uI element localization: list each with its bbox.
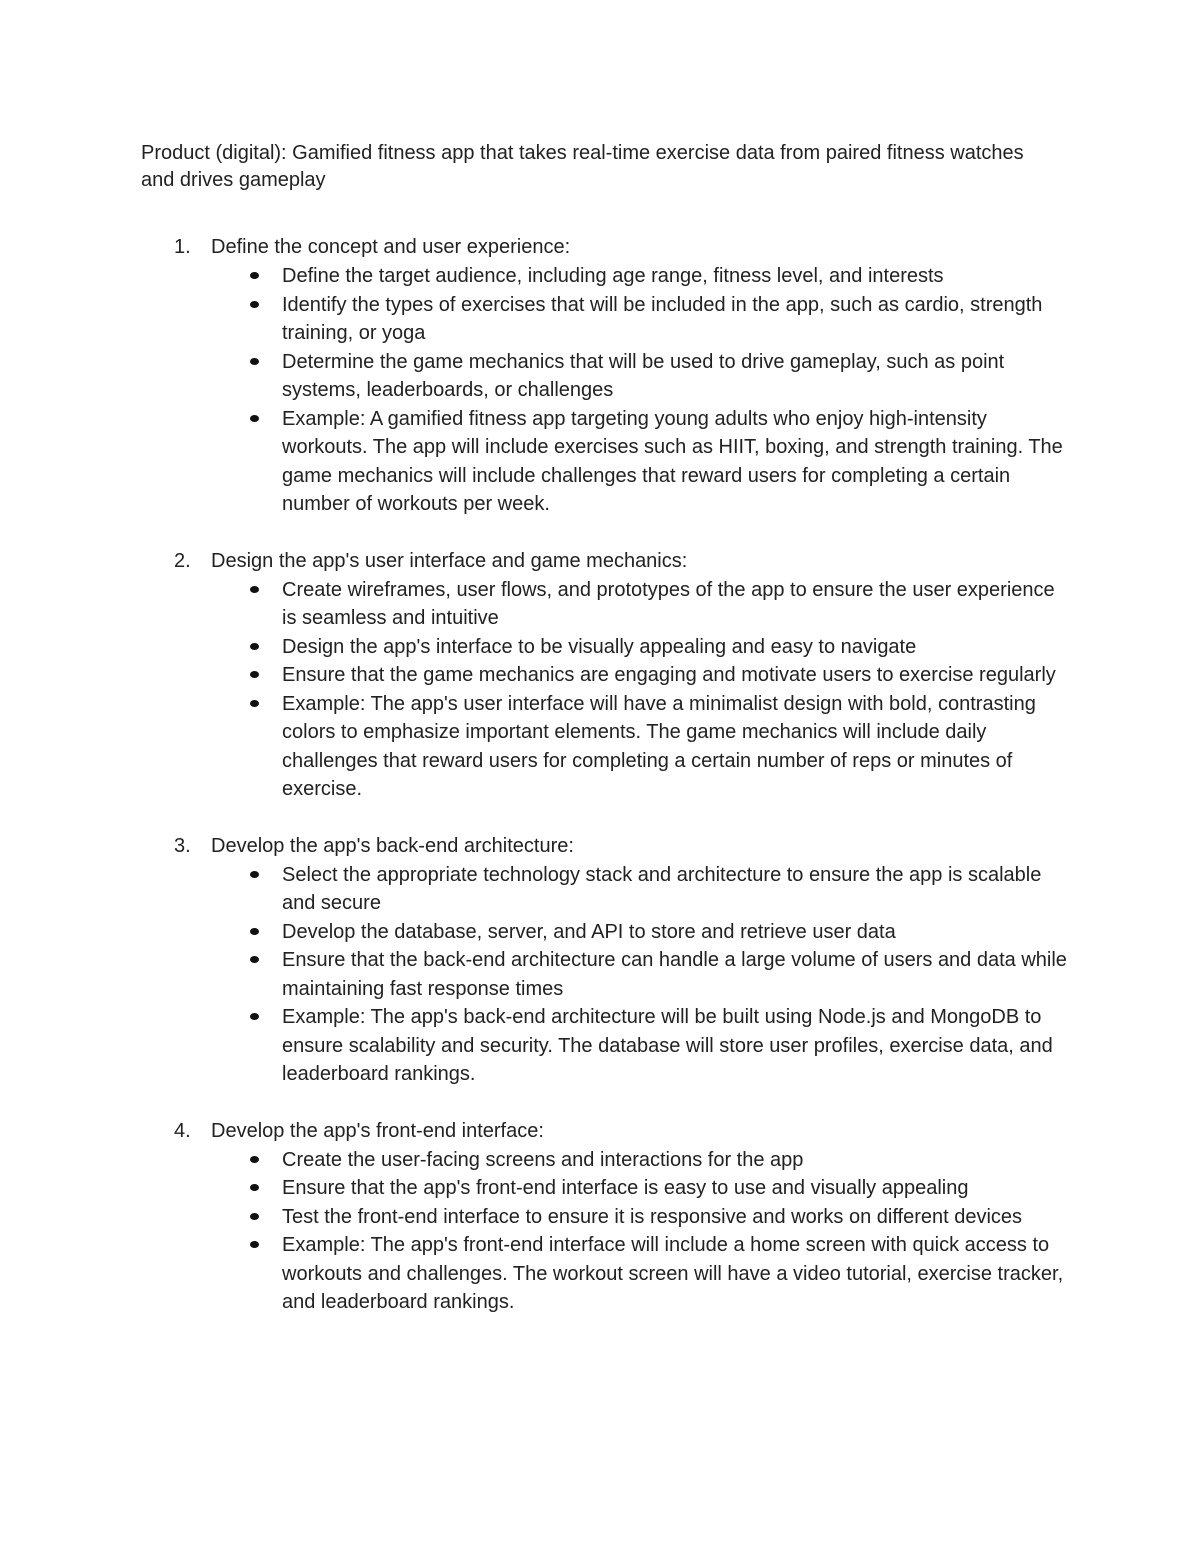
bullet-text: Ensure that the app's front-end interface is easy to use and visually appealing [282,1177,969,1199]
bullet-dot-icon [250,1013,259,1020]
bullet-text: Define the target audience, including age range, fitness level, and interests [282,265,944,287]
bullet-text: Ensure that the back-end architecture can handle a large volume of users and data while maintaining fast response times [282,949,1067,1000]
step-heading [0,233,1200,262]
step-item [0,1117,1200,1317]
bullet-text: Test the front-end interface to ensure it is responsive and works on different devices [282,1205,1023,1228]
bullet-item [282,1231,1072,1317]
bullet-text: Identify the types of exercises that will be included in the app, such as cardio, strength training, or yoga [282,293,1043,344]
bullet-dot-icon [250,956,259,963]
step-item [0,832,1200,1089]
bullet-text: Design the app's interface to be visually appealing and easy to navigate [282,635,917,658]
step-heading [0,1117,1200,1146]
bullet-item [282,946,1072,1003]
bullet-item [282,633,1072,662]
bullet-dot-icon [250,1241,259,1248]
bullet-dot-icon [250,415,259,422]
step-title: Develop the app's front-end interface: [211,1119,544,1142]
step-number: 2. [174,549,191,572]
bullet-item [282,1146,1072,1175]
bullet-dot-icon [250,586,259,593]
steps-list [0,233,1200,1345]
bullet-dot-icon [250,272,259,279]
bullet-text: Ensure that the game mechanics are engaging and motivate users to exercise regularly [282,664,1056,686]
bullet-item [282,690,1072,804]
bullet-item [282,1174,1072,1203]
bullet-text: Example: The app's front-end interface will include a home screen with quick access to workouts and challenges. The workout screen will have a video tutorial, exercise tracker, and leaderboard rankings. [282,1234,1064,1313]
step-heading [0,547,1200,576]
bullet-dot-icon [250,301,259,308]
bullet-dot-icon [250,871,259,878]
bullet-dot-icon [250,358,259,365]
bullet-dot-icon [250,1184,259,1191]
step-number: 3. [174,834,191,857]
step-title: Define the concept and user experience: [211,236,571,258]
step-number: 1. [174,236,191,258]
bullet-list [0,576,1200,804]
bullet-item [282,576,1072,633]
bullet-list [0,262,1200,519]
bullet-list [0,1146,1200,1317]
bullet-text: Create the user-facing screens and interactions for the app [282,1148,804,1171]
bullet-text: Determine the game mechanics that will be used to drive gameplay, such as point systems, leaderboards, or challenges [282,350,1005,401]
step-title: Develop the app's back-end architecture: [211,834,574,857]
bullet-item [282,348,1072,405]
bullet-text: Example: The app's user interface will have a minimalist design with bold, contrasting colors to emphasize important elements. The game mechanics will include daily challenges that reward users for completing a certain number of reps or minutes of exercise. [282,692,1036,800]
intro-paragraph: Product (digital): Gamified fitness app that takes real-time exercise data from paired fitness watches and drives gameplay [141,142,1024,191]
bullet-text: Develop the database, server, and API to store and retrieve user data [282,920,896,943]
bullet-text: Create wireframes, user flows, and prototypes of the app to ensure the user experience is seamless and intuitive [282,578,1055,629]
bullet-dot-icon [250,671,259,678]
bullet-dot-icon [250,1213,259,1220]
bullet-dot-icon [250,643,259,650]
step-item [0,547,1200,804]
step-heading [0,832,1200,861]
step-title: Design the app's user interface and game mechanics: [211,549,688,572]
bullet-text: Example: The app's back-end architecture will be built using Node.js and MongoDB to ensure scalability and security. The database will store user profiles, exercise data, and leaderboard rankings. [282,1006,1053,1085]
bullet-dot-icon [250,928,259,935]
bullet-dot-icon [250,700,259,707]
bullet-dot-icon [250,1156,259,1163]
bullet-item [282,1003,1072,1089]
bullet-text: Select the appropriate technology stack and architecture to ensure the app is scalable and secure [282,863,1042,914]
bullet-item [282,861,1072,918]
bullet-item [282,405,1072,519]
bullet-text: Example: A gamified fitness app targeting young adults who enjoy high-intensity workouts. The app will include exercises such as HIIT, boxing, and strength training. The game mechanics will include challenges that reward users for completing a certain number of workouts per week. [282,407,1063,515]
bullet-list [0,861,1200,1089]
bullet-item [282,291,1072,348]
step-item [0,233,1200,519]
bullet-item [282,262,1072,291]
bullet-item [282,661,1072,690]
step-number: 4. [174,1119,191,1142]
bullet-item [282,1203,1072,1232]
bullet-item [282,918,1072,947]
